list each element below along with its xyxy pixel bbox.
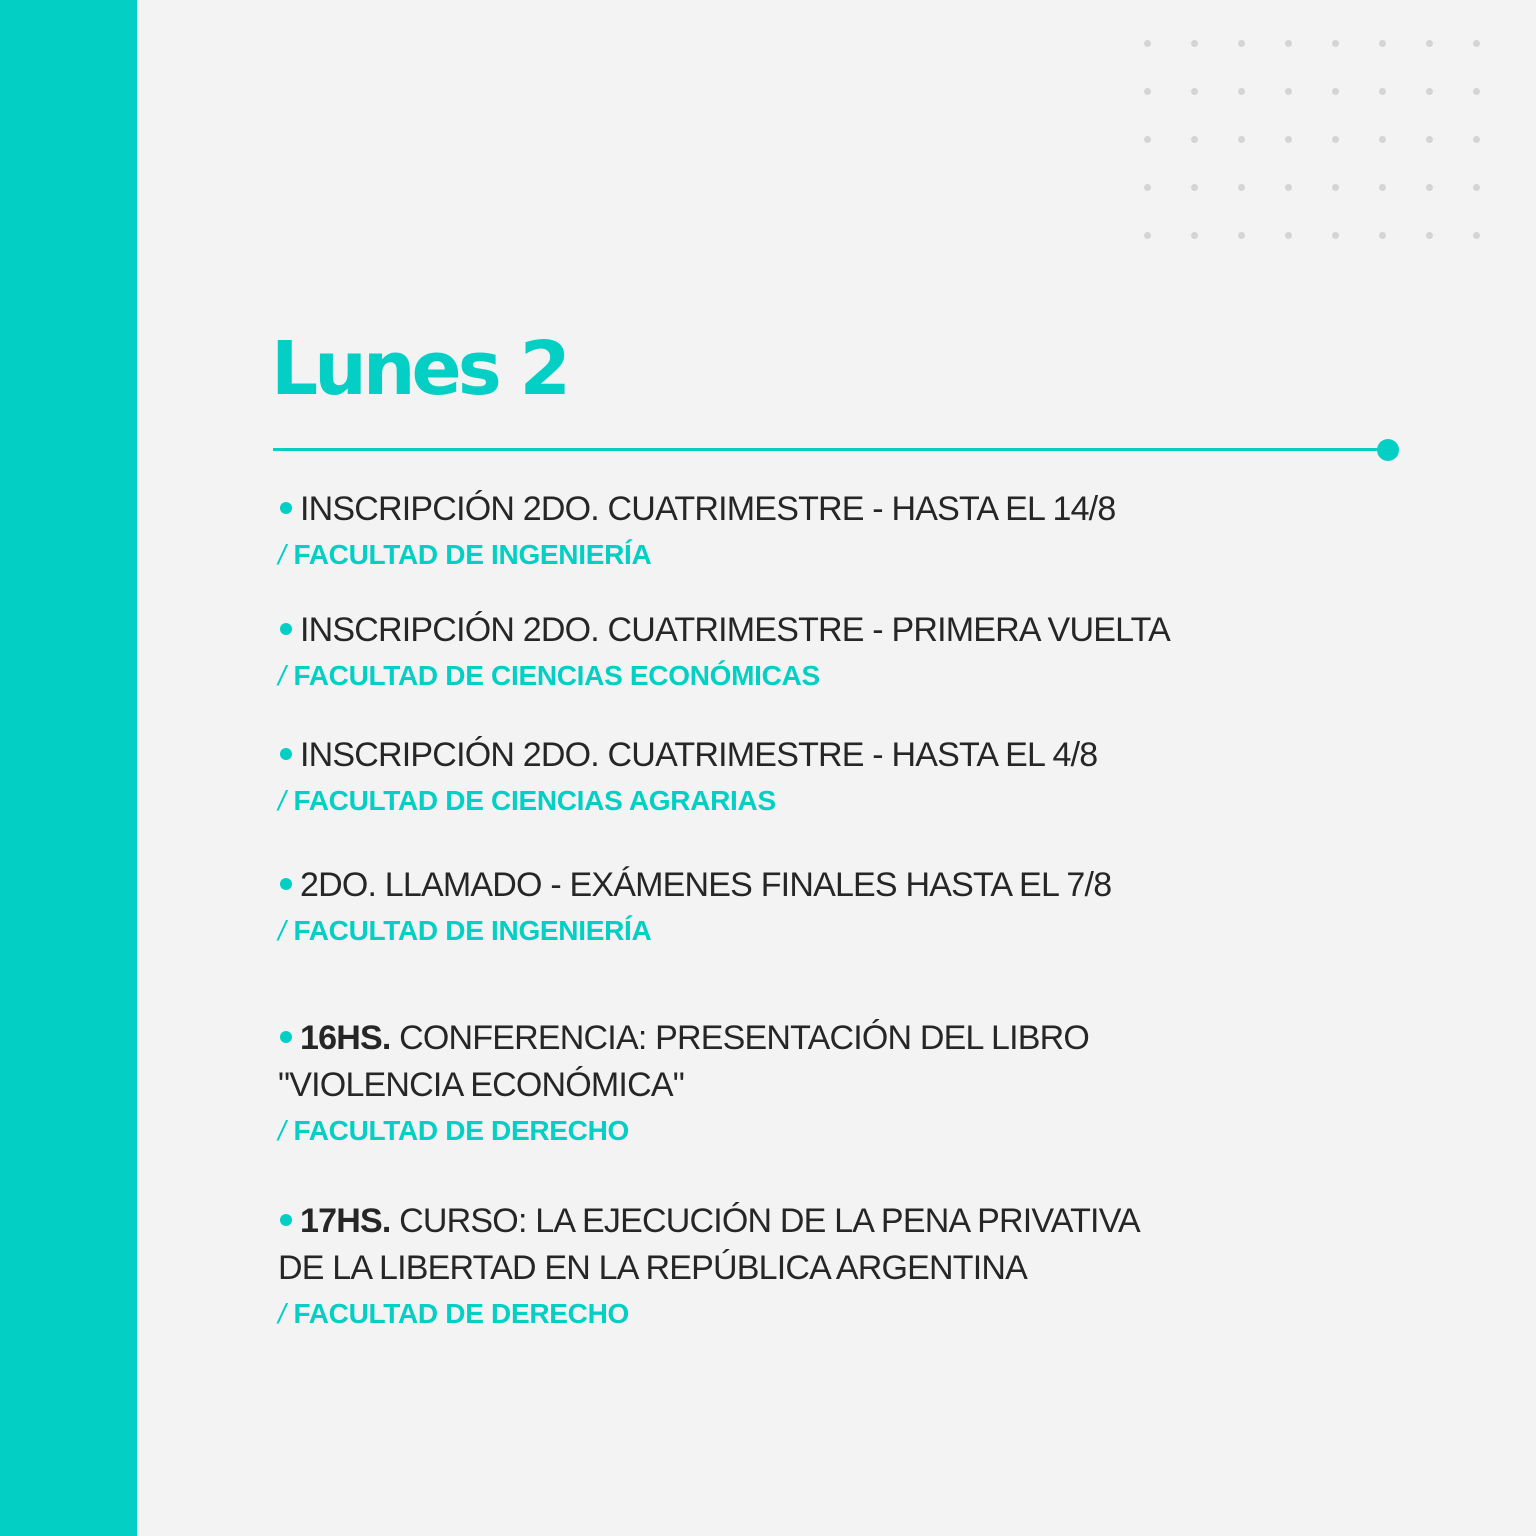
event-text: CONFERENCIA: PRESENTACIÓN DEL LIBRO [399,1019,1090,1057]
grid-dot [1238,136,1245,143]
grid-dot [1191,184,1198,191]
event-time: 16HS. [300,1019,391,1057]
event-line [278,486,1278,533]
grid-dot [1285,40,1292,47]
page-title: Lunes 2 [271,326,568,412]
bullet-icon [280,502,292,514]
bullet-icon [280,1031,292,1043]
grid-dot [1379,136,1386,143]
grid-dot [1332,184,1339,191]
grid-dot [1426,184,1433,191]
event-text: CURSO: LA EJECUCIÓN DE LA PENA PRIVATIVA [399,1202,1140,1240]
event-faculty: / FACULTAD DE CIENCIAS AGRARIAS [278,785,776,816]
event-text: INSCRIPCIÓN 2DO. CUATRIMESTRE - PRIMERA VUELTA [300,611,1170,649]
grid-dot [1473,88,1480,95]
grid-dot [1285,184,1292,191]
grid-dot [1144,136,1151,143]
decorative-dot-grid [1144,40,1520,280]
event-item [278,732,1278,819]
event-line-2: DE LA LIBERTAD EN LA REPÚBLICA ARGENTINA [278,1249,1028,1287]
grid-dot [1191,232,1198,239]
event-line [278,1015,1278,1062]
bullet-icon [280,878,292,890]
event-line-2: "VIOLENCIA ECONÓMICA" [278,1066,684,1104]
grid-dot [1238,88,1245,95]
event-item [278,862,1278,949]
grid-dot [1379,88,1386,95]
grid-dot [1191,40,1198,47]
event-item [278,1015,1278,1149]
event-item [278,486,1278,573]
grid-dot [1379,184,1386,191]
event-item [278,1198,1278,1332]
grid-dot [1426,232,1433,239]
event-line [278,1198,1278,1245]
grid-dot [1285,232,1292,239]
event-faculty: / FACULTAD DE CIENCIAS ECONÓMICAS [278,660,820,691]
bullet-icon [280,1214,292,1226]
grid-dot [1191,88,1198,95]
bullet-icon [280,623,292,635]
event-faculty: / FACULTAD DE DERECHO [278,1115,629,1146]
bullet-icon [280,748,292,760]
event-text: INSCRIPCIÓN 2DO. CUATRIMESTRE - HASTA EL 4/8 [300,736,1098,774]
grid-dot [1238,232,1245,239]
grid-dot [1285,88,1292,95]
grid-dot [1191,136,1198,143]
event-line [278,732,1278,779]
event-line [278,607,1278,654]
event-item [278,607,1278,694]
event-text: INSCRIPCIÓN 2DO. CUATRIMESTRE - HASTA EL 14/8 [300,490,1116,528]
event-line [278,862,1278,909]
grid-dot [1238,40,1245,47]
grid-dot [1426,40,1433,47]
grid-dot [1332,88,1339,95]
accent-side-bar [0,0,137,1536]
grid-dot [1238,184,1245,191]
grid-dot [1473,136,1480,143]
event-faculty: / FACULTAD DE INGENIERÍA [278,915,652,946]
grid-dot [1144,184,1151,191]
grid-dot [1285,136,1292,143]
event-time: 17HS. [300,1202,391,1240]
grid-dot [1144,88,1151,95]
grid-dot [1332,40,1339,47]
grid-dot [1144,232,1151,239]
grid-dot [1473,232,1480,239]
title-divider [273,448,1385,451]
event-faculty: / FACULTAD DE DERECHO [278,1298,629,1329]
grid-dot [1473,40,1480,47]
grid-dot [1426,88,1433,95]
grid-dot [1379,40,1386,47]
event-text: 2DO. LLAMADO - EXÁMENES FINALES HASTA EL 7/8 [300,866,1112,904]
grid-dot [1379,232,1386,239]
grid-dot [1332,232,1339,239]
event-faculty: / FACULTAD DE INGENIERÍA [278,539,652,570]
divider-end-dot [1377,439,1399,461]
grid-dot [1144,40,1151,47]
grid-dot [1473,184,1480,191]
grid-dot [1426,136,1433,143]
grid-dot [1332,136,1339,143]
